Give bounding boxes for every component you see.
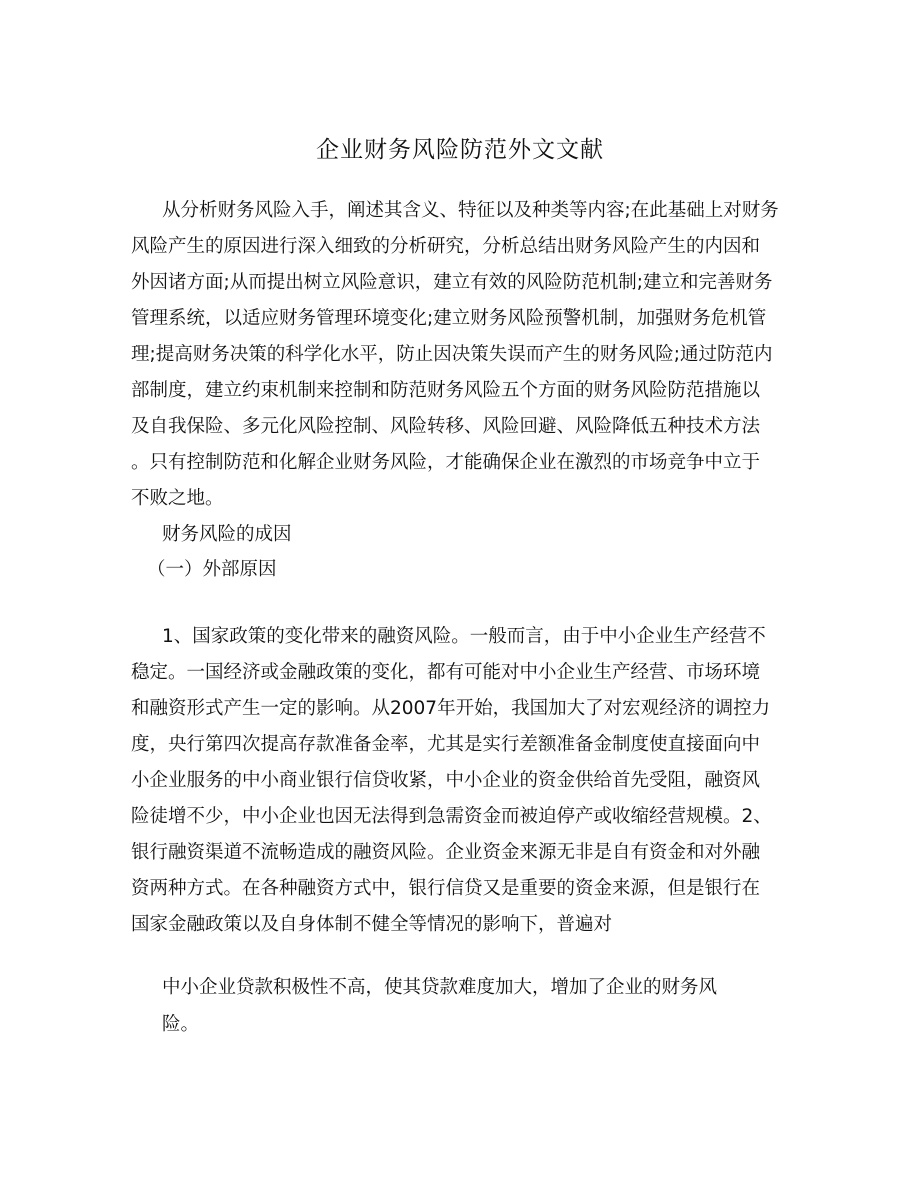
abstract-line: 部制度，建立约束机制来控制和防范财务风险五个方面的财务风险防范措施以 bbox=[131, 380, 761, 401]
abstract-line: 从分析财务风险入手，阐述其含义、特征以及种类等内容;在此基础上对财务 bbox=[162, 200, 779, 221]
body-line: 1、国家政策的变化带来的融资风险。一般而言，由于中小企业生产经营不 bbox=[162, 626, 766, 647]
abstract-line: 。只有控制防范和化解企业财务风险，才能确保企业在激烈的市场竞争中立于 bbox=[131, 452, 761, 473]
body-line: 国家金融政策以及自身体制不健全等情况的影响下，普遍对 bbox=[131, 914, 613, 935]
body-line: 资两种方式。在各种融资方式中，银行信贷又是重要的资金来源，但是银行在 bbox=[131, 878, 761, 899]
page-title: 企业财务风险防范外文文献 bbox=[316, 137, 604, 163]
body-line: 银行融资渠道不流畅造成的融资风险。企业资金来源无非是自有资金和对外融 bbox=[131, 842, 761, 863]
abstract-line: 外因诸方面;从而提出树立风险意识，建立有效的风险防范机制;建立和完善财务 bbox=[131, 272, 773, 293]
body-line: 和融资形式产生一定的影响。从2007年开始，我国加大了对宏观经济的调控力 bbox=[131, 698, 771, 719]
tail-line: 中小企业贷款积极性不高，使其贷款难度加大，增加了企业的财务风 bbox=[162, 977, 718, 998]
section-heading: 财务风险的成因 bbox=[162, 524, 292, 545]
abstract-line: 理;提高财务决策的科学化水平，防止因决策失误而产生的财务风险;通过防范内 bbox=[131, 344, 773, 365]
body-line: 小企业服务的中小商业银行信贷收紧，中小企业的资金供给首先受阻，融资风 bbox=[131, 770, 761, 791]
tail-line: 险。 bbox=[162, 1014, 200, 1035]
body-line: 稳定。一国经济或金融政策的变化，都有可能对中小企业生产经营、市场环境 bbox=[131, 662, 761, 683]
abstract-line: 管理系统，以适应财务管理环境变化;建立财务风险预警机制，加强财务危机管 bbox=[131, 308, 767, 329]
body-line: 险徒增不少，中小企业也因无法得到急需资金而被迫停产或收缩经营规模。2、 bbox=[131, 806, 772, 827]
body-line: 度，央行第四次提高存款准备金率，尤其是实行差额准备金制度使直接面向中 bbox=[131, 734, 761, 755]
abstract-line: 不败之地。 bbox=[131, 488, 224, 509]
abstract-line: 风险产生的原因进行深入细致的分析研究，分析总结出财务风险产生的内因和 bbox=[131, 236, 761, 257]
abstract-line: 及自我保险、多元化风险控制、风险转移、风险回避、风险降低五种技术方法 bbox=[131, 416, 761, 437]
subsection-heading: （一）外部原因 bbox=[147, 559, 277, 580]
